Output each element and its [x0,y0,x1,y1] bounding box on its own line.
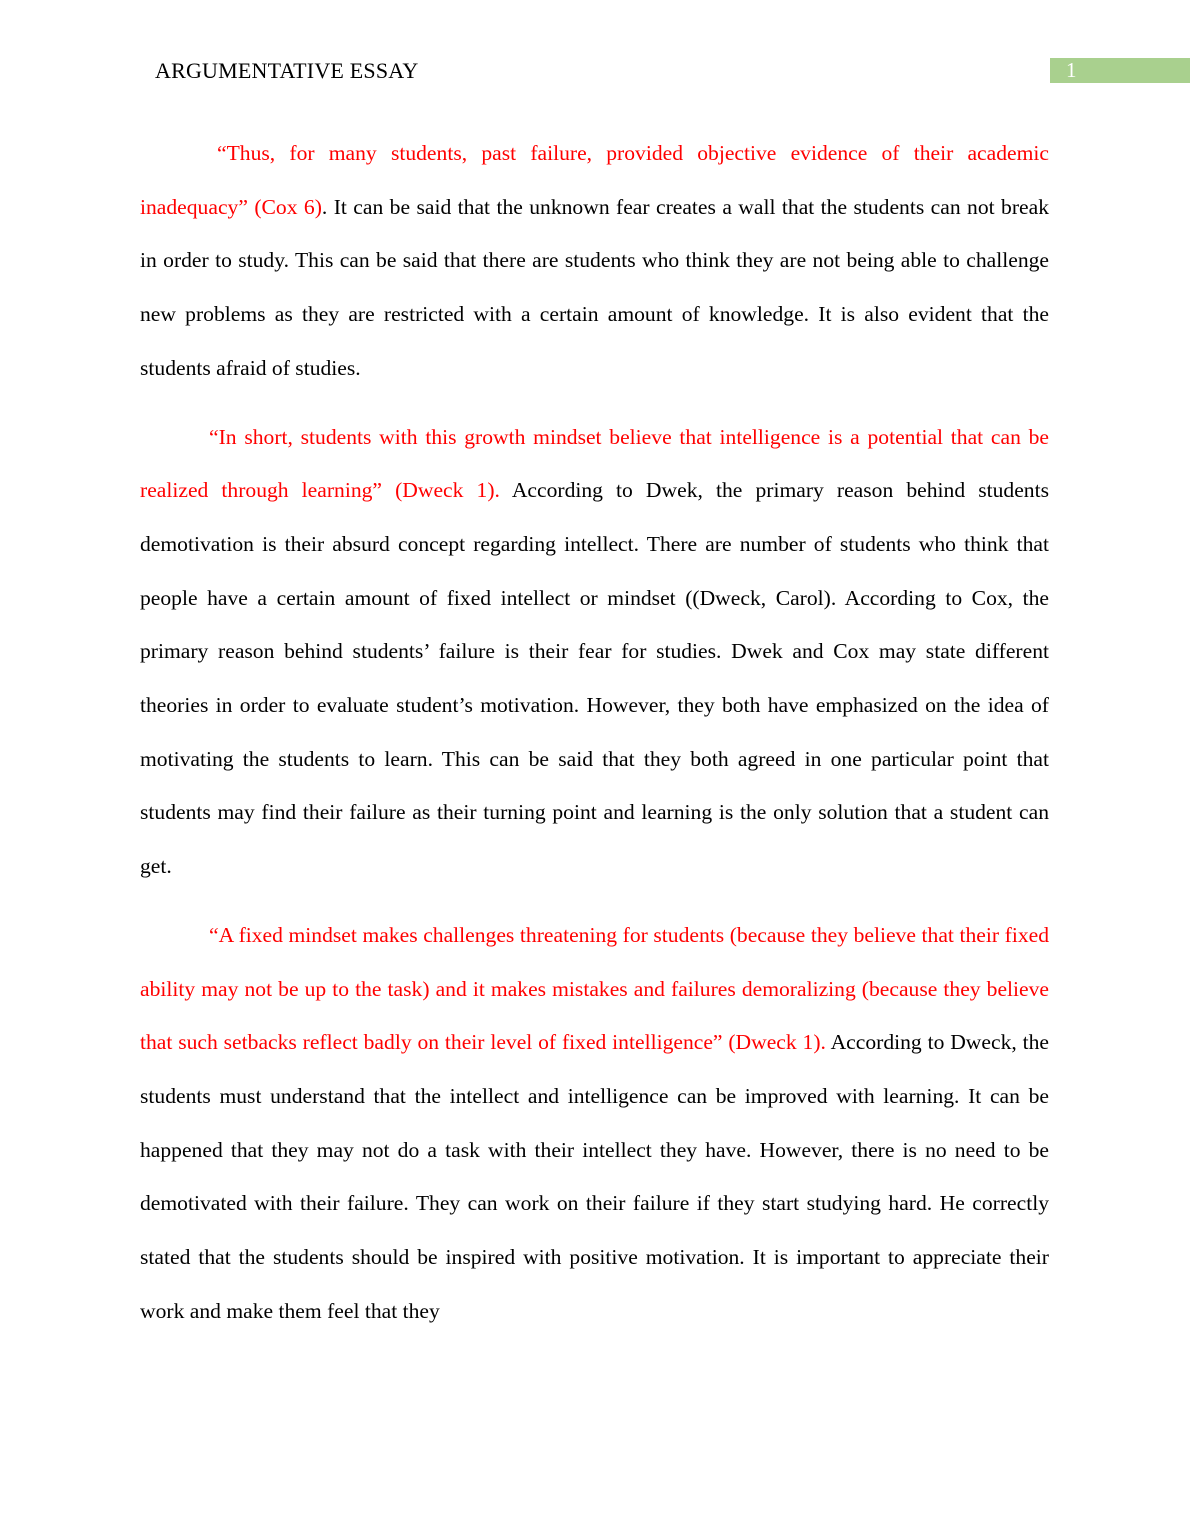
paragraph-text: . It can be said that the unknown fear creates a wall that the students can not break in order to study. This can be said that there are students who think they are not being able to challenge new problems as they are restricted with a certain amount of knowledge. It is also evident that the students afraid of studies. [140,194,1049,380]
essay-body [140,127,1049,1353]
quoted-citation: “A fixed mindset makes challenges threatening for students (because they believe that their fixed ability may not be up to the task) and it makes mistakes and failures demoralizing (because they believe that such setbacks reflect badly on their level of fixed intelligence” (Dweck 1). [140,922,1049,1055]
page-number-badge [1050,58,1190,83]
paragraph-text: According to Dwek, the primary reason behind students demotivation is their absurd concept regarding intellect. There are number of students who think that people have a certain amount of fixed intellect or mindset ((Dweck, Carol). According to Cox, the primary reason behind students’ failure is their fear for studies. Dwek and Cox may state different theories in order to evaluate student’s motivation. However, they both have emphasized on the idea of motivating the students to learn. This can be said that they both agreed in one particular point that students may find their failure as their turning point and learning is the only solution that a student can get. [140,478,1049,879]
paragraph-text: According to Dweck, the students must understand that the intellect and intelligence can be improved with learning. It can be happened that they may not do a task with their intellect they have. However, there is no need to be demotivated with their failure. They can work on their failure if they start studying hard. He correctly stated that the students should be inspired with positive motivation. It is important to appreciate their work and make them feel that they [140,1030,1049,1323]
paragraph-fixed-mindset [140,909,1049,1339]
quoted-citation: “Thus, for many students, past failure, provided objective evidence of their academic inadequacy” (Cox 6) [140,141,1049,219]
page-number: 1 [1066,58,1077,82]
quoted-citation: “In short, students with this growth mindset believe that intelligence is a potential that can be realized through learning” (Dweck 1). [140,424,1049,503]
paragraph-cox-quote [140,127,1049,396]
paragraph-growth-mindset [140,411,1049,894]
running-header-title: ARGUMENTATIVE ESSAY [155,58,419,83]
